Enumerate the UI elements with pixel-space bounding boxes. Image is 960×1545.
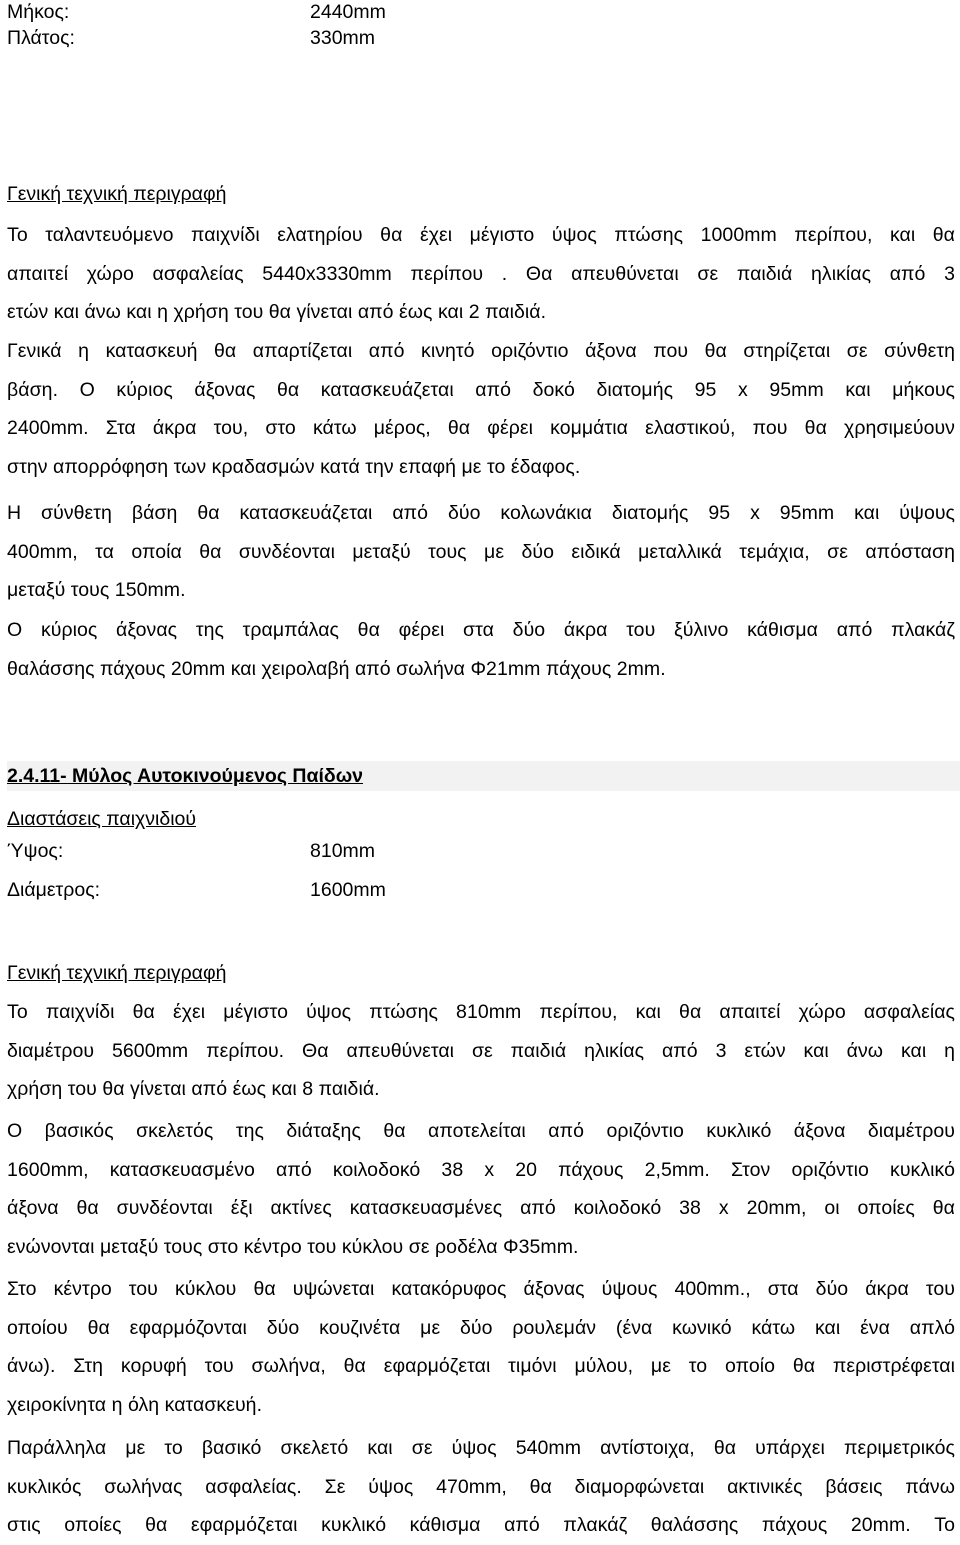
paragraph <box>7 611 955 688</box>
dimension-value: 1600mm <box>310 879 386 901</box>
dimension-value: 330mm <box>310 27 376 49</box>
text-line: στις οποίες θα εφαρμόζεται κυκλικό κάθισμα από πλακάζ θαλάσσης πάχους 20mm. Το <box>7 1514 955 1537</box>
dimensions-heading: Διαστάσεις παιχνιδιού <box>7 808 197 830</box>
text-line: μεταξύ τους 150mm. <box>7 579 186 602</box>
text-line: στην απορρόφηση των κραδασμών κατά την επαφή με το έδαφος. <box>7 455 581 478</box>
dimension-label: Πλάτος: <box>7 27 75 49</box>
text-line: άξονα θα συνδέονται έξι ακτίνες κατασκευασμένες από κοιλοδοκό 38 x 20mm, οι οποίες θα <box>7 1197 955 1220</box>
text-line: 400mm, τα οποία θα συνδέονται μεταξύ τους με δύο ειδικά μεταλλικά τεμάχια, σε απόσταση <box>7 540 955 563</box>
text-line: Το παιχνίδι θα έχει μέγιστο ύψος πτώσης 810mm περίπου, και θα απαιτεί χώρο ασφαλείας <box>7 1001 955 1023</box>
text-line: Το ταλαντευόμενο παιχνίδι ελατηρίου θα έχει μέγιστο ύψος πτώσης 1000mm περίπου, και θα <box>7 224 955 246</box>
section-heading: Γενική τεχνική περιγραφή <box>7 183 227 205</box>
text-line: διαμέτρου 5600mm περίπου. Θα απευθύνεται σε παιδιά ηλικίας από 3 ετών και άνω και η <box>7 1039 955 1062</box>
text-line: Στο κέντρο του κύκλου θα υψώνεται κατακόρυφος άξονας ύψους 400mm., στα δύο άκρα του <box>7 1278 955 1300</box>
dimension-label: Μήκος: <box>7 1 70 23</box>
text-line: Ο κύριος άξονας της τραμπάλας θα φέρει στα δύο άκρα του ξύλινο κάθισμα από πλακάζ <box>7 619 955 641</box>
dimension-row <box>7 877 607 903</box>
section-heading: Γενική τεχνική περιγραφή <box>7 962 227 984</box>
text-line: 1600mm, κατασκευασμένο από κοιλοδοκό 38 x 20 πάχους 2,5mm. Στον οριζόντιο κυκλικό <box>7 1158 955 1181</box>
text-line: βάση. Ο κύριος άξονας θα κατασκευάζεται από δοκό διατομής 95 x 95mm και μήκους <box>7 378 955 401</box>
text-line: χρήση του θα γίνεται από έως και 8 παιδιά. <box>7 1078 380 1101</box>
dimension-label: Διάμετρος: <box>7 879 101 901</box>
paragraph <box>7 494 955 610</box>
paragraph <box>7 1270 955 1424</box>
dimension-row <box>7 838 607 864</box>
dimension-row <box>7 25 607 51</box>
paragraph <box>7 993 955 1109</box>
dimension-row <box>7 0 607 25</box>
text-line: κυκλικός σωλήνας ασφαλείας. Σε ύψος 470mm, θα διαμορφώνεται ακτινικές βάσεις πάνω <box>7 1475 955 1498</box>
text-line: 2400mm. Στα άκρα του, στο κάτω μέρος, θα φέρει κομμάτια ελαστικού, που θα χρησιμεύουν <box>7 417 955 440</box>
text-line: θαλάσσης πάχους 20mm και χειρολαβή από σωλήνα Φ21mm πάχους 2mm. <box>7 657 666 680</box>
text-line: Ο βασικός σκελετός της διάταξης θα αποτελείται από οριζόντιο κυκλικό άξονα διαμέτρου <box>7 1120 955 1142</box>
dimension-value: 2440mm <box>310 1 386 23</box>
text-line: Παράλληλα με το βασικό σκελετό και σε ύψος 540mm αντίστοιχα, θα υπάρχει περιμετρικός <box>7 1437 955 1459</box>
dimension-value: 810mm <box>310 840 376 862</box>
paragraph <box>7 332 955 486</box>
text-line: Η σύνθετη βάση θα κατασκευάζεται από δύο κολωνάκια διατομής 95 x 95mm και ύψους <box>7 502 955 524</box>
paragraph <box>7 1429 955 1545</box>
text-line: οποίου θα εφαρμόζονται δύο κουζινέτα με δύο ρουλεμάν (ένα κωνικό κάτω και ένα απλό <box>7 1316 955 1339</box>
text-line: άνω). Στη κορυφή του σωλήνα, θα εφαρμόζεται τιμόνι μύλου, με το οποίο θα περιστρέφεται <box>7 1355 955 1378</box>
text-line: Γενικά η κατασκευή θα απαρτίζεται από κινητό οριζόντιο άξονα που θα στηρίζεται σε σύνθετη <box>7 340 955 362</box>
text-line: χειροκίνητα η όλη κατασκευή. <box>7 1393 263 1416</box>
dimension-label: Ύψος: <box>7 840 64 862</box>
paragraph <box>7 216 955 332</box>
text-line: απαιτεί χώρο ασφαλείας 5440x3330mm περίπου . Θα απευθύνεται σε παιδιά ηλικίας από 3 <box>7 262 955 285</box>
text-line: ενώνονται μεταξύ τους στο κέντρο του κύκλου σε ροδέλα Φ35mm. <box>7 1235 579 1258</box>
section-title: 2.4.11- Μύλος Αυτοκινούμενος Παίδων <box>7 761 960 791</box>
text-line: ετών και άνω και η χρήση του θα γίνεται από έως και 2 παιδιά. <box>7 301 547 324</box>
paragraph <box>7 1112 955 1266</box>
